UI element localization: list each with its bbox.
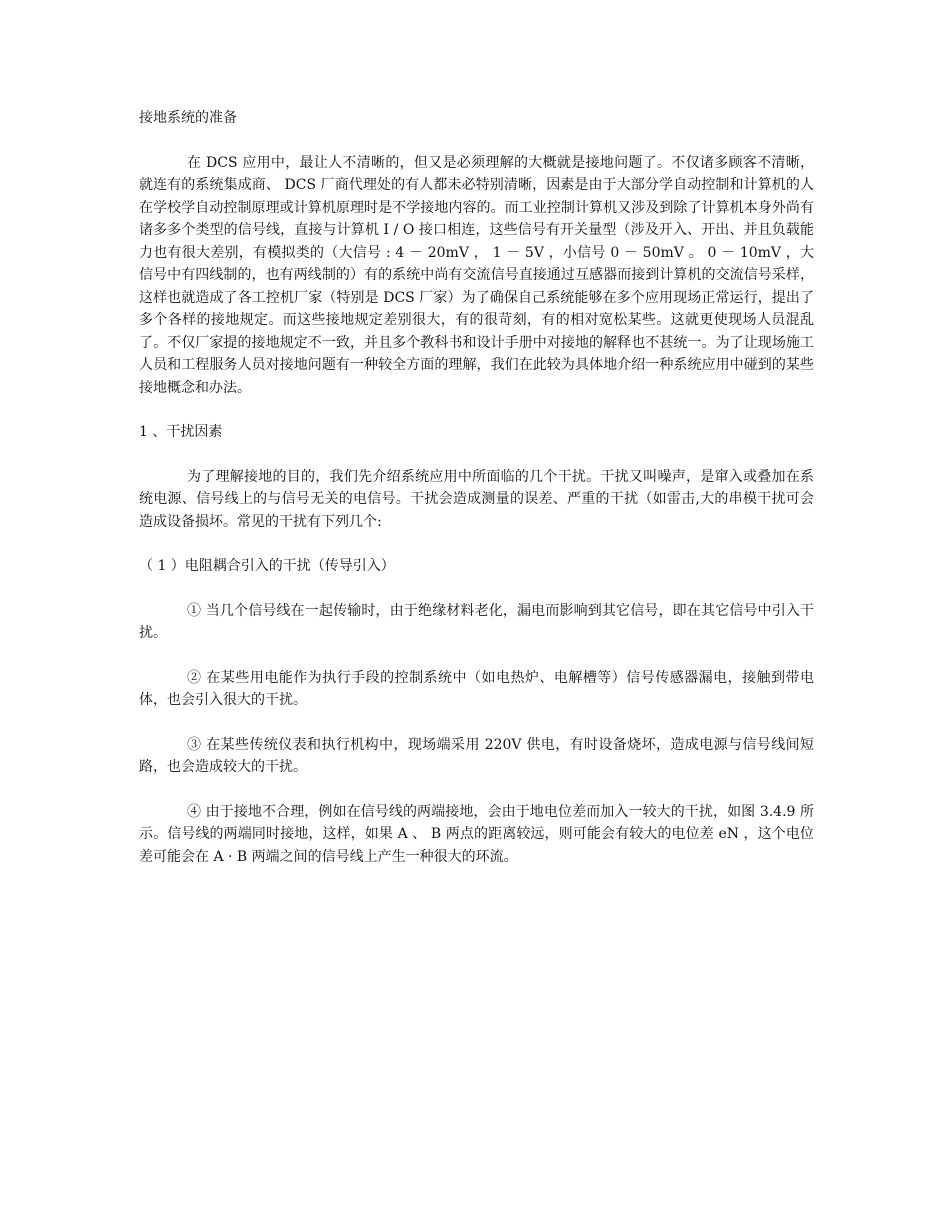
list-item: ③ 在某些传统仪表和执行机构中，现场端采用 220V 供电，有时设备烧坏，造成电源与信号线间短路，也会造成较大的干扰。 [139, 736, 814, 775]
intro-paragraph: 在 DCS 应用中，最让人不清晰的，但又是必须理解的大概就是接地问题了。不仅诸多顾客不清晰，就连有的系统集成商、 DCS 厂商代理处的有人都未必特别清晰，因素是由于大部分学自动控制和计算机的人在学校学自动控制原理或计算机原理时是不学接地内容的。而工业控制计算机又涉及到除了计算机本身外尚有诸多多个类型的信号线，直接与计算机 I / O 接口相连，这些信号有开关量型（涉及开入、开出、并且负载能力也有很大差别，有模拟类的（大信号 : 4 － 20mV ， 1 － 5V ，小信号 0 － 50mV 。 0 － 10mV ，大信号中有四线制的，也有两线制的）有的系统中尚有交流信号直接通过互感器而接到计算机的交流信号采样，这样也就造成了各工控机厂家（特别是 DCS 厂家）为了确保自己系统能够在多个应用现场正常运行，提出了多个各样的接地规定。而这些接地规定差别很大，有的很苛刻，有的相对宽松某些。这就更使现场人员混乱了。不仅厂家提的接地规定不一致，并且多个教科书和设计手册中对接地的解释也不甚统一。为了让现场施工人员和工程服务人员对接地问题有一种较全方面的理解，我们在此较为具体地介绍一种系统应用中碰到的某些接地概念和办法。 [139, 154, 814, 396]
list-item: ④ 由于接地不合理，例如在信号线的两端接地，会由于地电位差而加入一较大的干扰，如图 3.4.9 所示。信号线的两端同时接地，这样，如果 A 、 B 两点的距离较远，则可能会有较大的电位差 eN ，这个电位差可能会在 A · B 两端之间的信号线上产生一种很大的环流。 [139, 803, 814, 865]
section-heading: 1 、干扰因素 [139, 424, 223, 440]
document-title: 接地系统的准备 [139, 110, 237, 126]
document-page [139, 107, 814, 868]
section-intro-paragraph: 为了理解接地的目的，我们先介绍系统应用中所面临的几个干扰。干扰又叫噪声，是窜入或叠加在系统电源、信号线上的与信号无关的电信号。干扰会造成测量的误差、严重的干扰（如雷击,大的串模干扰可会造成设备损坏。常见的干扰有下列几个: [139, 468, 814, 530]
list-item: ② 在某些用电能作为执行手段的控制系统中（如电热炉、电解槽等）信号传感器漏电，接触到带电体，也会引入很大的干扰。 [139, 669, 814, 708]
subsection-heading: （ 1 ）电阻耦合引入的干扰（传导引入） [139, 558, 395, 574]
list-item: ① 当几个信号线在一起传输时，由于绝缘材料老化，漏电而影响到其它信号，即在其它信号中引入干扰。 [139, 602, 814, 641]
